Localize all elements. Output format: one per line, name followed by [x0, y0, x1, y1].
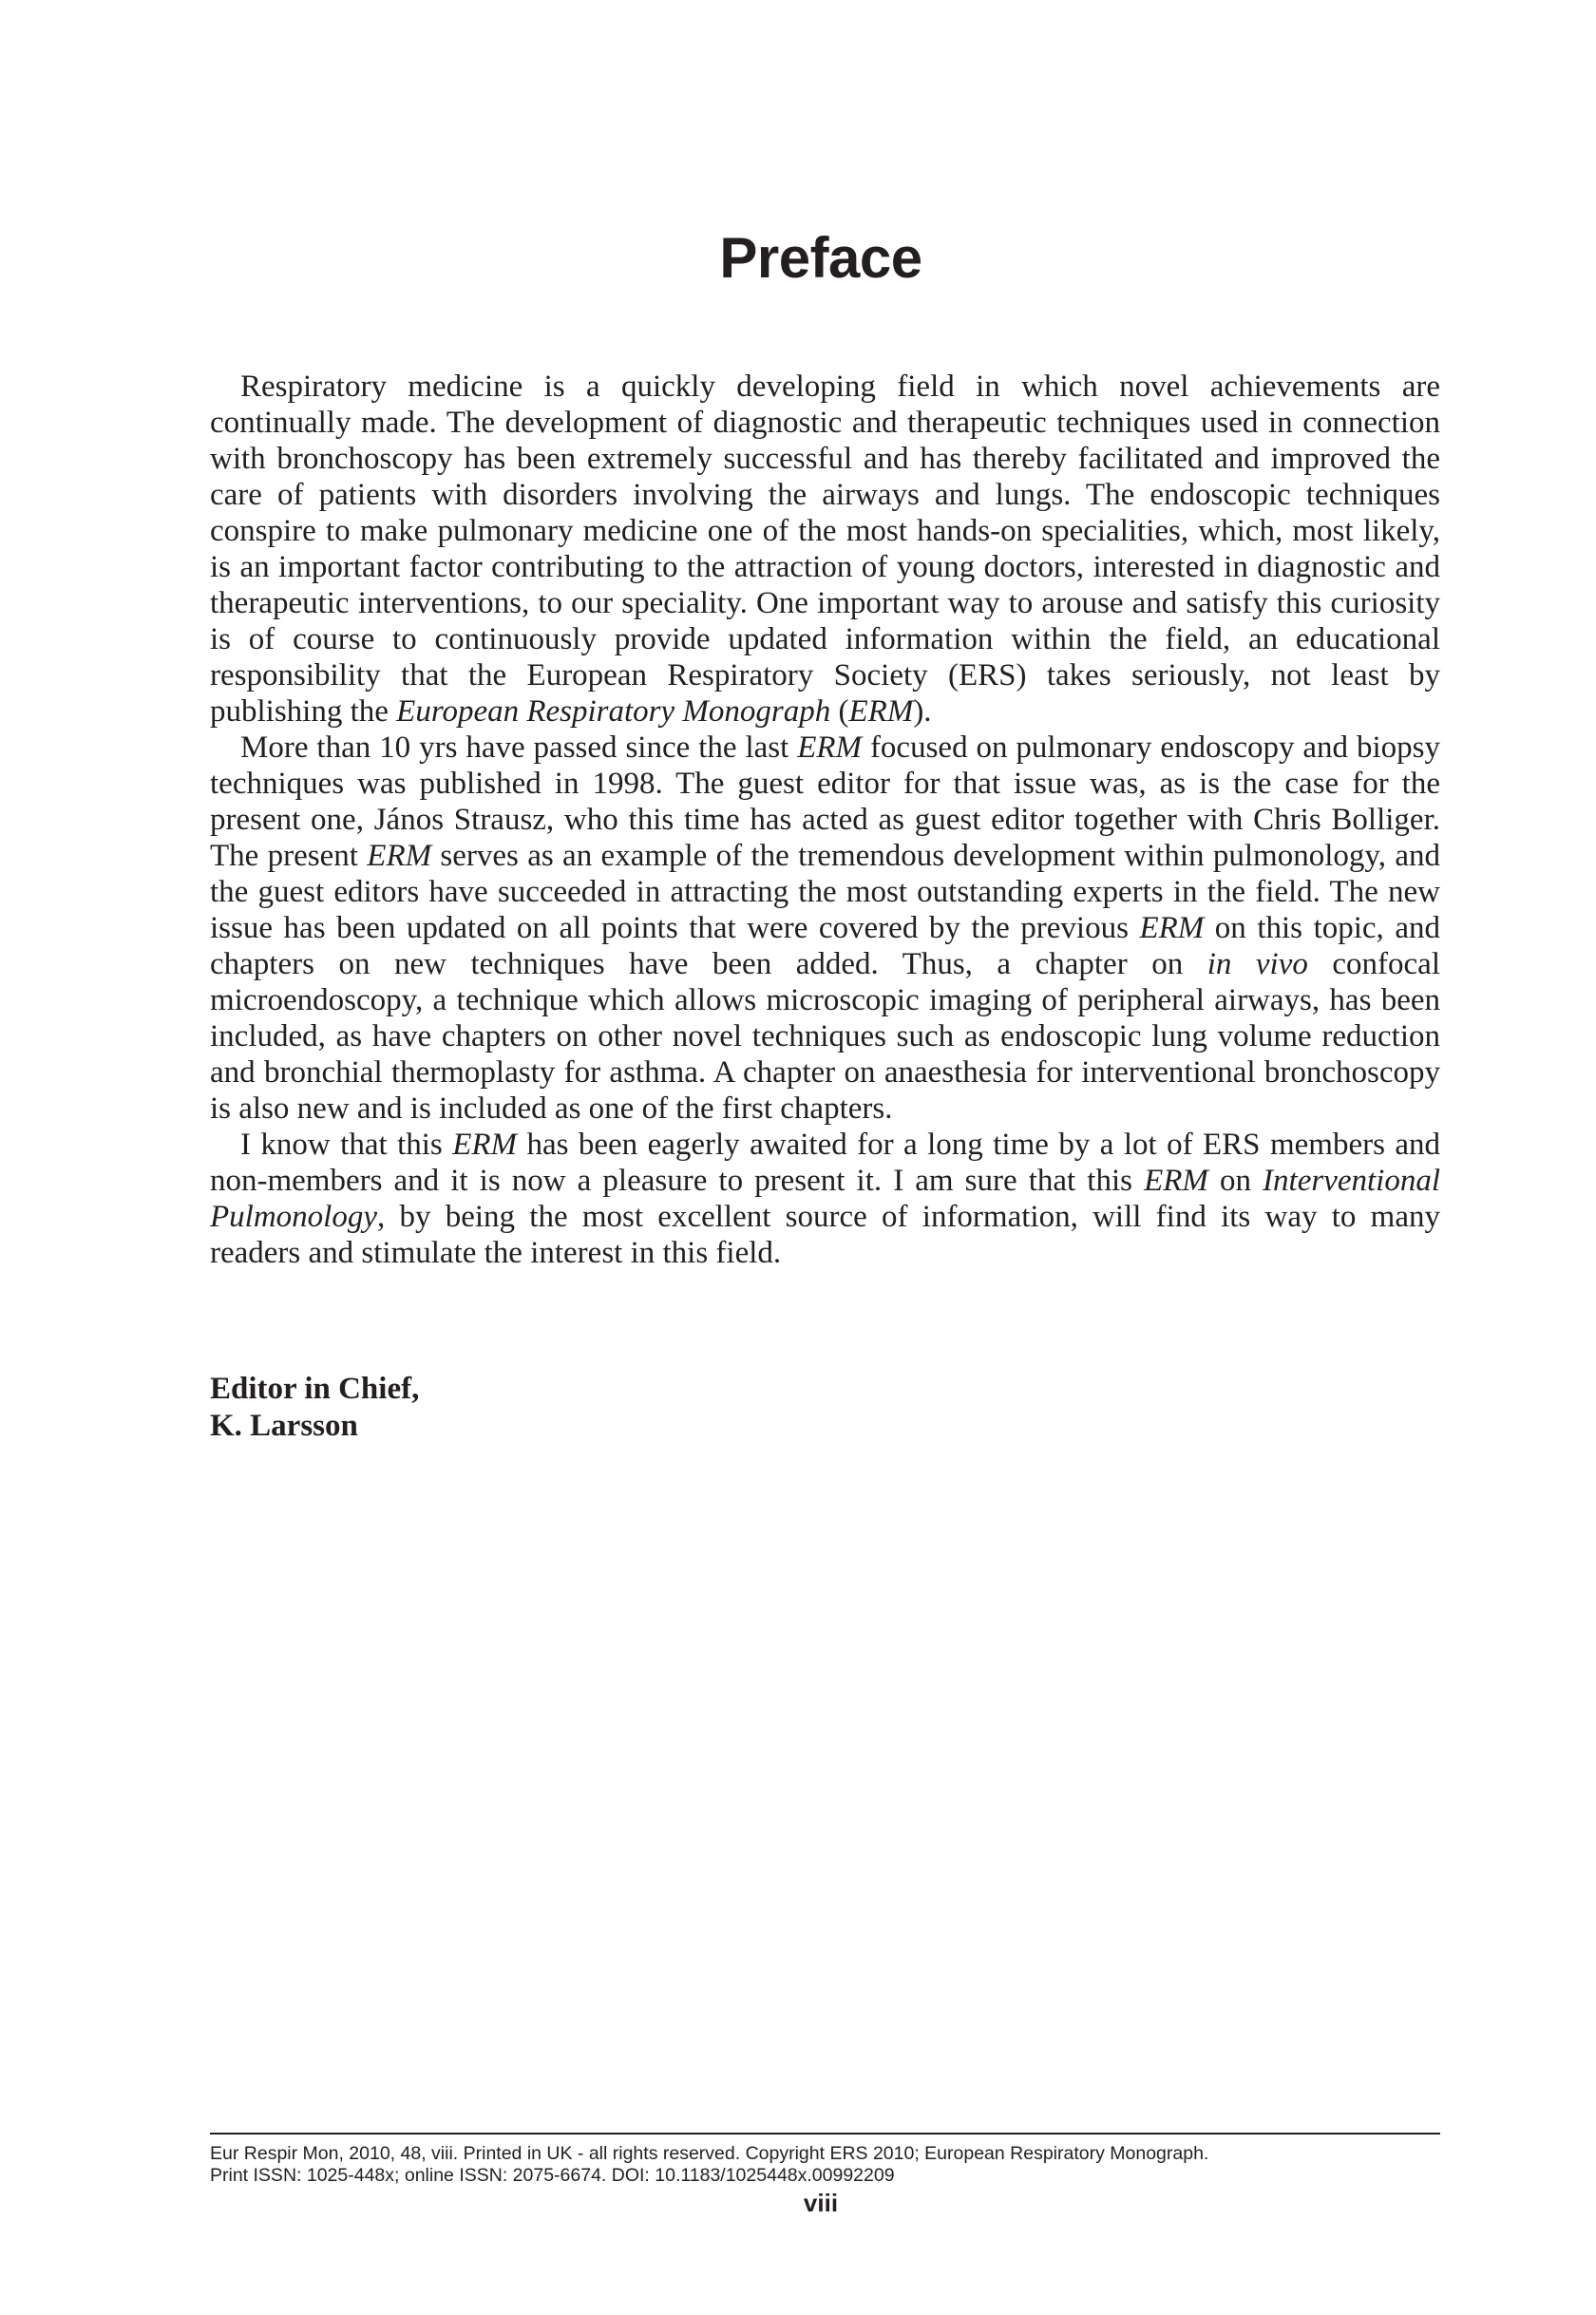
page-title: Preface [719, 226, 922, 290]
paragraph-1 [210, 369, 1440, 730]
text-segment: has been eagerly awaited for a long time by a lot of ERS members and non-members and it is now a pleasure to present it. I am sure that this [210, 1128, 1440, 1198]
paragraph-2 [210, 730, 1440, 1127]
text-segment: on this topic, and chapters on new techniques have been added. Thus, a chapter on [210, 911, 1440, 981]
signature-name: K. Larsson [210, 1409, 358, 1443]
page-number: viii [803, 2189, 839, 2217]
signature-block [210, 1371, 419, 1445]
journal-title-italic: European Respiratory Monograph [396, 694, 831, 729]
footer-citation [210, 2143, 1440, 2187]
text-segment: Respiratory medicine is a quickly developing field in which novel achievements are continually made. The development of diagnostic and therapeutic techniques used in connection with bronchoscopy has been extremely successful and has thereby facilitated and improved the care of patients with disorders involving the airways and lungs. The endoscopic techniques conspire to make pulmonary medicine one of the most hands-on specialities, which, most likely, is an important factor contributing to the attraction of young doctors, interested in diagnostic and therapeutic interventions, to our speciality. One important way to arouse and satisfy this curiosity is of course to continuously provide updated information within the field, an educational responsibility that the European Respiratory Society (ERS) takes seriously, not least by publishing the [210, 370, 1440, 729]
footer-citation-line: Eur Respir Mon, 2010, 48, viii. Printed in UK - all rights reserved. Copyright ERS 2010; European Respiratory Monograph. [210, 2143, 1209, 2164]
text-segment: on [1207, 1164, 1264, 1198]
text-segment: ). [913, 694, 932, 729]
erm-abbreviation: ERM [848, 694, 914, 729]
erm-abbreviation: ERM [367, 839, 432, 873]
erm-abbreviation: ERM [452, 1128, 518, 1162]
footer-issn-line: Print ISSN: 1025-448x; online ISSN: 2075-6674. DOI: 10.1183/1025448x.00992209 [210, 2165, 895, 2186]
signature-role: Editor in Chief, [210, 1372, 420, 1406]
footer-divider [210, 2133, 1440, 2135]
text-segment: serves as an example of the tremendous development within pulmonology, and the guest editors have succeeded in attracting the most outstanding experts in the field. The new issue has been updated on all points that were covered by the previous [210, 839, 1440, 945]
body-text [210, 369, 1440, 1271]
paragraph-3 [210, 1127, 1440, 1271]
text-segment: , by being the most excellent source of information, will find its way to many readers and stimulate the interest in this field. [210, 1200, 1440, 1270]
erm-abbreviation: ERM [1144, 1164, 1208, 1198]
erm-abbreviation: ERM [797, 731, 863, 765]
text-segment: focused on pulmonary endoscopy and biopsy techniques was published in 1998. The guest editor for that issue was, as is the case for the present one, János Strausz, who this time has acted as guest editor together with Chris Bolliger. The present [210, 731, 1440, 873]
text-segment: confocal microendoscopy, a technique which allows microscopic imaging of peripheral airways, has been included, as have chapters on other novel techniques such as endoscopic lung volume reduction and bronchial thermoplasty for asthma. A chapter on anaesthesia for interventional bronchoscopy is also new and is included as one of the first chapters. [210, 947, 1440, 1126]
latin-term-italic: in vivo [1206, 947, 1308, 981]
monograph-title-italic: Interventional Pulmonology [210, 1164, 1440, 1234]
text-segment: I know that this [240, 1128, 453, 1162]
erm-abbreviation: ERM [1139, 911, 1205, 945]
text-segment: More than 10 yrs have passed since the last [240, 731, 798, 765]
text-segment: ( [830, 694, 849, 729]
